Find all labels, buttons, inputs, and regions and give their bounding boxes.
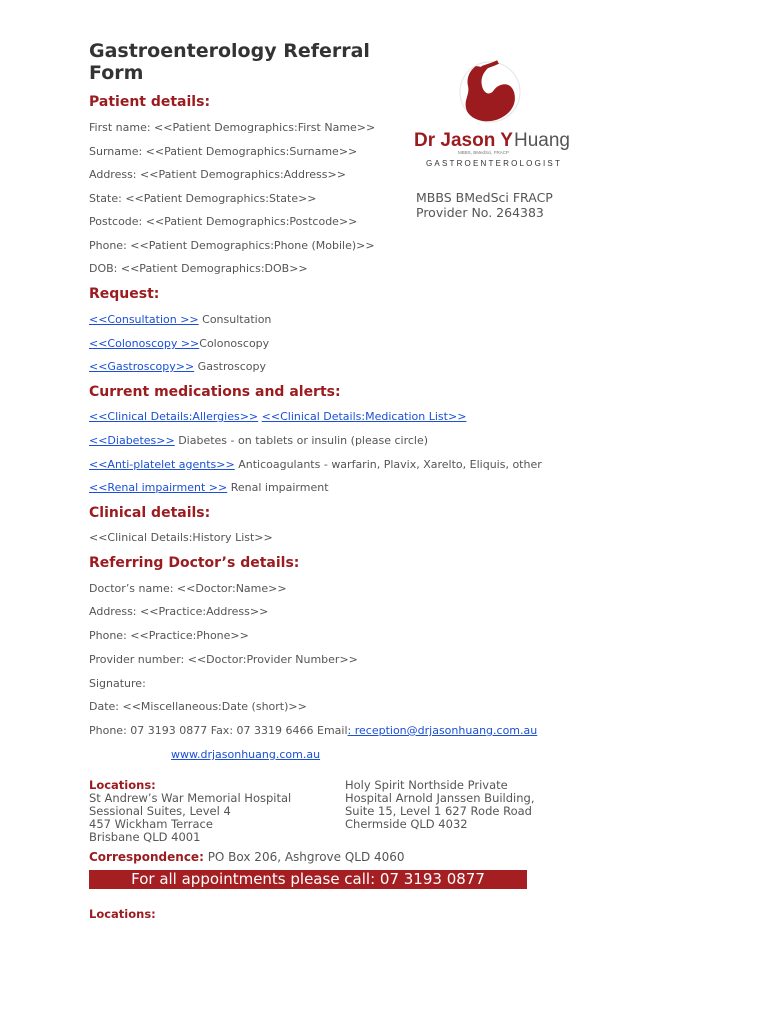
- location-right-line: Chermside QLD 4032: [345, 817, 468, 831]
- form-title-line1: Gastroenterology Referral: [89, 40, 370, 62]
- patient-address: Address: <<Patient Demographics:Address>>: [89, 168, 346, 181]
- website-row: [171, 748, 320, 761]
- patient-details-heading: Patient details:: [89, 94, 211, 110]
- medications-heading: Current medications and alerts:: [89, 384, 341, 400]
- appointments-banner: For all appointments please call: 07 3193 0877: [89, 870, 527, 889]
- form-title: [89, 40, 370, 84]
- correspondence-label: Correspondence:: [89, 850, 204, 864]
- correspondence-address: PO Box 206, Ashgrove QLD 4060: [203, 850, 405, 864]
- patient-surname: Surname: <<Patient Demographics:Surname>>: [89, 145, 358, 158]
- antiplatelet-label: Anticoagulants - warfarin, Plavix, Xarelto, Eliquis, other: [234, 458, 542, 471]
- phone-fax: Phone: 07 3193 0877 Fax: 07 3319 6466 Email: [89, 724, 348, 737]
- medication-list-link[interactable]: <<Clinical Details:Medication List>>: [261, 410, 467, 423]
- qualifications-degrees: MBBS BMedSci FRACP: [416, 190, 553, 205]
- gastroscopy-label: Gastroscopy: [194, 360, 267, 373]
- patient-first-name: First name: <<Patient Demographics:First Name>>: [89, 121, 376, 134]
- location-left-line: Sessional Suites, Level 4: [89, 804, 231, 818]
- medications-allergies-row: [89, 410, 466, 423]
- renal-row: [89, 481, 329, 494]
- request-colonoscopy: [89, 337, 269, 350]
- doctor-date: Date: <<Miscellaneous:Date (short)>>: [89, 700, 307, 713]
- location-left-line: 457 Wickham Terrace: [89, 817, 213, 831]
- patient-postcode: Postcode: <<Patient Demographics:Postcode>>: [89, 215, 358, 228]
- qualifications: [416, 190, 553, 220]
- patient-dob: DOB: <<Patient Demographics:DOB>>: [89, 262, 308, 275]
- location-left-line: Brisbane QLD 4001: [89, 830, 201, 844]
- location-holy-spirit: [345, 779, 534, 831]
- logo-name-light: Huang: [514, 130, 570, 151]
- request-heading: Request:: [89, 286, 160, 302]
- diabetes-label: Diabetes - on tablets or insulin (please circle): [174, 434, 429, 447]
- stomach-logo-icon: [410, 58, 575, 173]
- renal-link[interactable]: <<Renal impairment >>: [89, 481, 228, 494]
- diabetes-row: [89, 434, 428, 447]
- antiplatelet-row: [89, 458, 542, 471]
- request-gastroscopy: [89, 360, 266, 373]
- antiplatelet-link[interactable]: <<Anti-platelet agents>>: [89, 458, 235, 471]
- logo-specialty: GASTROENTEROLOGIST: [426, 159, 563, 168]
- locations-footer-label: Locations:: [89, 907, 156, 921]
- doctor-name: Doctor’s name: <<Doctor:Name>>: [89, 582, 287, 595]
- gastroscopy-link[interactable]: <<Gastroscopy>>: [89, 360, 195, 373]
- doctor-provider-number: Provider number: <<Doctor:Provider Number>>: [89, 653, 358, 666]
- allergies-link[interactable]: <<Clinical Details:Allergies>>: [89, 410, 259, 423]
- location-st-andrews: [89, 779, 291, 844]
- colonoscopy-link[interactable]: <<Colonoscopy >>: [89, 337, 200, 350]
- clinical-history: <<Clinical Details:History List>>: [89, 531, 273, 544]
- logo-name-bold: Dr Jason Y: [414, 130, 513, 151]
- referring-doctor-heading: Referring Doctor’s details:: [89, 555, 300, 571]
- location-right-line: Suite 15, Level 1 627 Rode Road: [345, 804, 532, 818]
- locations-label: Locations:: [89, 778, 156, 792]
- correspondence-row: [89, 850, 405, 864]
- clinical-heading: Clinical details:: [89, 505, 211, 521]
- logo-subtitle: MBBS, BMedSci, FRACP: [458, 150, 510, 155]
- renal-label: Renal impairment: [227, 481, 329, 494]
- diabetes-link[interactable]: <<Diabetes>>: [89, 434, 175, 447]
- consultation-label: Consultation: [198, 313, 272, 326]
- colonoscopy-label: Colonoscopy: [199, 337, 270, 350]
- location-left-line: St Andrew’s War Memorial Hospital: [89, 791, 292, 805]
- contact-row: [89, 724, 537, 737]
- doctor-address: Address: <<Practice:Address>>: [89, 605, 269, 618]
- patient-state: State: <<Patient Demographics:State>>: [89, 192, 317, 205]
- location-right-line: Holy Spirit Northside Private: [345, 778, 508, 792]
- email-link[interactable]: : reception@drjasonhuang.com.au: [347, 724, 538, 737]
- doctor-signature: Signature:: [89, 677, 146, 690]
- doctor-phone: Phone: <<Practice:Phone>>: [89, 629, 249, 642]
- location-right-line: Hospital Arnold Janssen Building,: [345, 791, 535, 805]
- doctor-logo: [410, 58, 575, 173]
- form-title-line2: Form: [89, 62, 144, 84]
- consultation-link[interactable]: <<Consultation >>: [89, 313, 199, 326]
- request-consultation: [89, 313, 271, 326]
- patient-phone: Phone: <<Patient Demographics:Phone (Mobile)>>: [89, 239, 375, 252]
- provider-number: Provider No. 264383: [416, 205, 544, 220]
- website-link[interactable]: www.drjasonhuang.com.au: [171, 748, 321, 761]
